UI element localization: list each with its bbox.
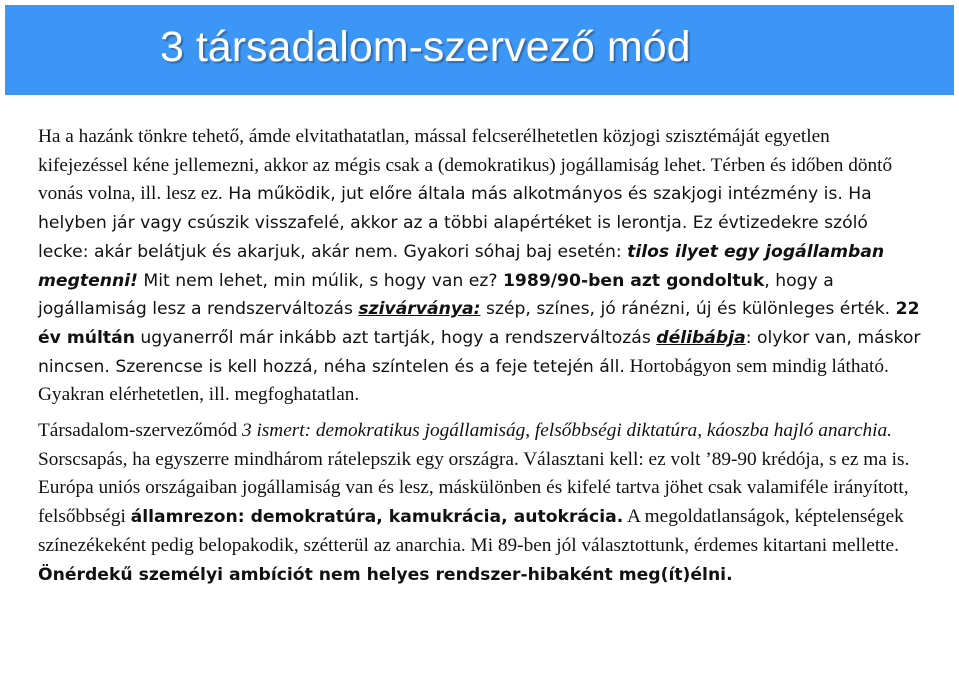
p1-text-l: : olykor van, máskor nincsen. Szerencse is kell hozzá, néha színtelen és a feje tetején áll. — [38, 327, 921, 377]
p2-text-c: Sorscsapás, ha egyszerre mindhárom rátelepszik egy országra. Választani kell: ez volt ’89-90 krédója, s ez ma is. Európa uniós országaiban jogállamiság van és lesz, máskülönben és kifelé tartva jöhet csak valamiféle irányított, felsőbbségi — [38, 448, 910, 528]
p1-text-j: ugyanerről már inkább azt tartják, hogy a rendszerváltozás — [134, 327, 657, 348]
p2-emphasis-allamrezon: államrezon: demokratúra, kamukrácia, autokrácia. — [130, 507, 624, 528]
p1-emphasis-quote: tilos ilyet egy jogállamban megtenni! — [38, 241, 885, 291]
p2-text-e: A megoldatlanságok, képtelenségek színezékeként pedig belopakodik, szétterül az anarchia. Mi 89-ben jól választottunk, érdemes kitartani mellette. — [38, 506, 904, 556]
body-text — [38, 123, 923, 589]
p1-emphasis-delibab: délibábja — [656, 327, 746, 348]
title-bar — [5, 5, 954, 95]
p1-text-f: , hogy a jogállamiság lesz a rendszerváltozás — [38, 270, 834, 320]
p1-text-a: Ha a hazánk tönkre tehető, ámde elvitathatatlan, mással felcserélhetetlen közjogi szisztémáját egyetlen kifejezéssel kéne jellemezni, akkor az mégis csak a (demokratikus) jogállamiság lehet. Térben és időben döntő vonás volna, ill. lesz ez. — [38, 126, 893, 205]
p1-text-h: szép, színes, jó ránézni, új és különleges érték. — [480, 299, 896, 320]
p1-text-d: Mit nem lehet, min múlik, s hogy van ez? — [137, 270, 503, 291]
p1-emphasis-szivarvanya: szivárványa: — [358, 299, 481, 320]
p2-text-a: Társadalom-szervezőmód — [38, 420, 242, 442]
p1-text-m: Hortobágyon sem mindig látható. Gyakran elérhetetlen, ill. megfoghatatlan. — [38, 355, 889, 406]
paragraph-1 — [38, 123, 923, 410]
p1-text-b: Ha működik, jut előre általa más alkotmányos és szakjogi intézmény is. Ha helyben jár vagy csúszik visszafelé, akkor az a többi alapértéket is lerontja. Ez évtizedekre szóló lecke: akár belátjuk és akarjuk, akár nem. Gyakori sóhaj baj esetén: — [38, 184, 872, 262]
p2-emphasis-onerdeku: Önérdekű személyi ambíciót nem helyes rendszer-hibaként meg(ít)élni. — [38, 564, 733, 585]
p1-emphasis-22ev: 22 év múltán — [38, 299, 920, 348]
slide-title: 3 társadalom-szervező mód — [160, 23, 691, 71]
p2-emphasis-3-ismert: 3 ismert: demokratikus jogállamiság, felsőbbségi diktatúra, káoszba hajló anarchia. — [241, 420, 892, 442]
p1-emphasis-1989: 1989/90-ben azt gondoltuk — [502, 270, 765, 291]
paragraph-2 — [38, 417, 923, 589]
